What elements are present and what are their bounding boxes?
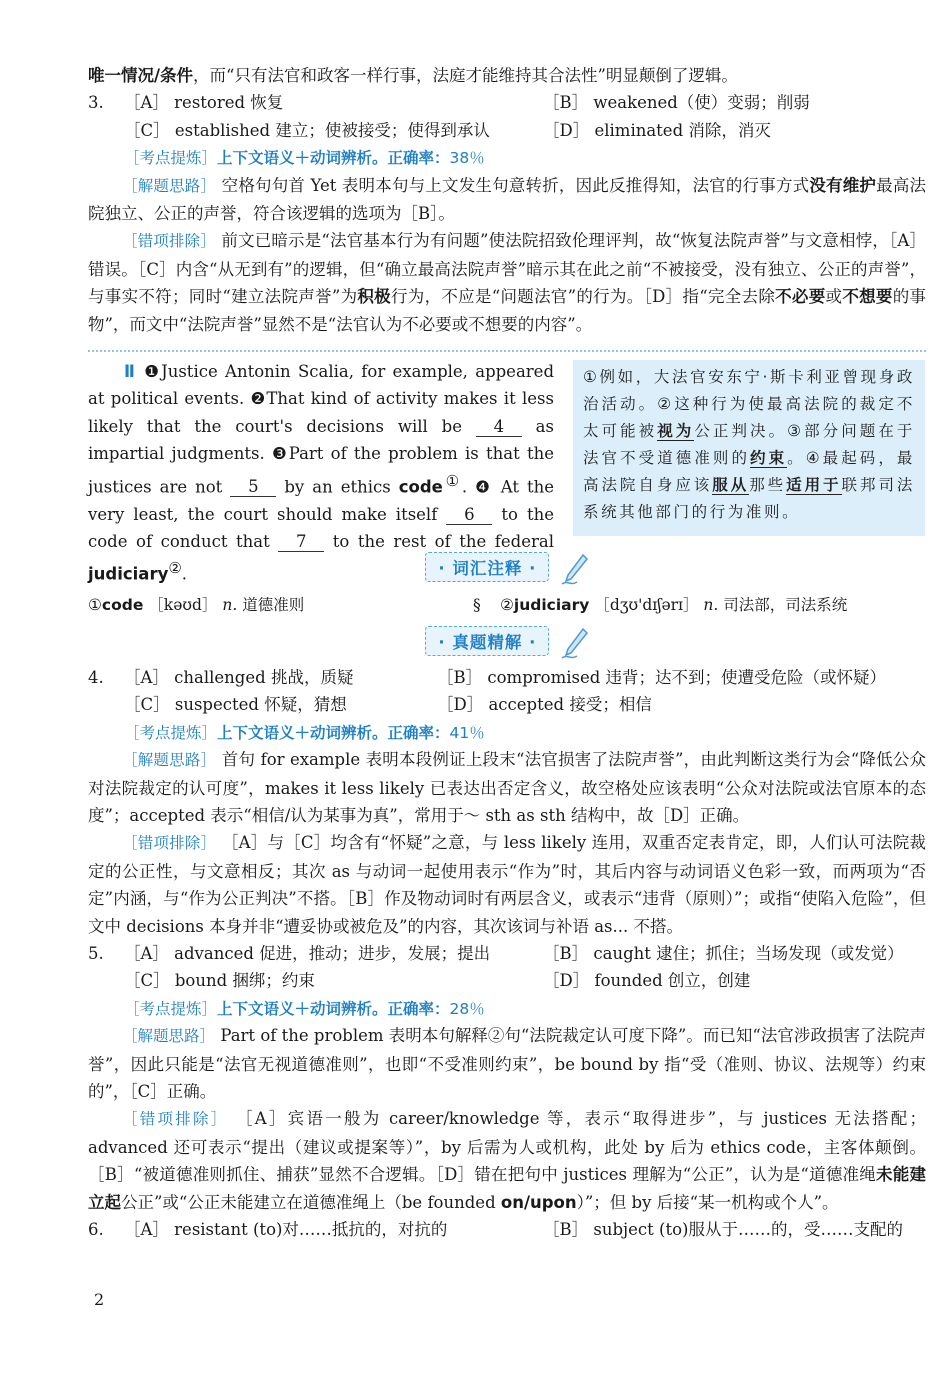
passage-sentence-3: ❸Part of the problem is that the justices are not bbox=[88, 444, 554, 497]
translation-text5: 联邦司法系统其他部门的行为准则。 bbox=[583, 476, 916, 521]
q4-jieti bbox=[88, 746, 926, 829]
top-line-text: ，而“只有法官和政客一样行事，法庭才能维持其合法性”明显颠倒了逻辑。 bbox=[193, 66, 738, 85]
vocab-def: 司法部，司法系统 bbox=[723, 596, 848, 614]
q3-option-a: ［A］ restored 恢复 bbox=[124, 93, 284, 113]
translation-underline2: 约束 bbox=[750, 449, 788, 467]
translation-box bbox=[573, 360, 925, 536]
q4-options-row1 bbox=[88, 664, 926, 691]
vocab-num: ② bbox=[500, 596, 514, 614]
pen-icon bbox=[559, 627, 589, 661]
vocab-num: ① bbox=[88, 596, 102, 614]
passage-sentence-1: ❶Justice Antonin Scalia, for example, appeared at political events. bbox=[88, 362, 555, 409]
q3-option-b: ［B］ weakened（使）变弱；削弱 bbox=[543, 93, 810, 113]
q6-option-b: ［B］ subject (to)服从于……的，受……支配的 bbox=[543, 1220, 903, 1240]
top-line-bold: 唯一情况/条件 bbox=[88, 66, 194, 85]
q5-jieti bbox=[88, 1022, 926, 1105]
q6-options-row1 bbox=[88, 1216, 926, 1243]
passage-sentence-2: ❷That kind of activity makes it less likely that the court's decisions will be bbox=[88, 389, 554, 436]
vocab-section-header bbox=[88, 546, 926, 590]
blank-4: 4 bbox=[476, 418, 522, 437]
q4-cuo-tag: ［错项排除］ bbox=[122, 834, 217, 853]
blank-7: 7 bbox=[278, 533, 324, 552]
q4-jieti-text: 首句 for example 表明本段例证上段末“法官损害了法院声誉”，由此判断这类行为会“降低公众对法院裁定的认可度”，makes it less likely 已表达出否定含义，故空格处应该表明“公众对法院或法官原本的态度”；accepted 表示“相信/认为某事为真”，常用于～ sth as sth 结构中，故［D］正确。 bbox=[88, 750, 926, 825]
translation-text4: 那些 bbox=[749, 476, 787, 494]
q3-options-row1 bbox=[88, 89, 926, 116]
q4-cuoxiang bbox=[88, 829, 926, 940]
top-line bbox=[88, 62, 926, 89]
passage-sentence-2b: as impartial judgments. bbox=[88, 416, 554, 464]
q3-jieti-text: 空格句句首 Yet 表明本句与上文发生句意转折，因此反推得知，法官的行事方式 bbox=[221, 175, 810, 195]
q6-number: 6. bbox=[88, 1220, 104, 1240]
q4-kaodian bbox=[88, 719, 926, 746]
vocab-ipa: ［kəʊd］ bbox=[148, 596, 218, 614]
q4-kaodian-rate: 41％ bbox=[449, 723, 485, 742]
q3-cuo-text3: 或 bbox=[825, 287, 843, 307]
q5-cuo-text3: ）”；但 by 后接“某一机构或个人”。 bbox=[576, 1192, 839, 1212]
q3-options-row2 bbox=[88, 117, 926, 144]
q5-option-a: ［A］ advanced 促进，推动；进步，发展；提出 bbox=[124, 944, 491, 964]
passage-word-judiciary: judiciary bbox=[88, 564, 169, 584]
translation-underline3: 服从 bbox=[712, 476, 750, 494]
passage-sentence-3b: by an ethics bbox=[276, 477, 399, 497]
passage-word-code: code bbox=[398, 477, 443, 497]
blank-6: 6 bbox=[446, 506, 492, 525]
q3-cuo-tag: ［错项排除］ bbox=[122, 232, 216, 251]
q4-number: 4. bbox=[88, 668, 104, 687]
q4-option-a: ［A］ challenged 挑战，质疑 bbox=[124, 668, 354, 687]
translation-text1: ①例如，大法官安东宁·斯卡利亚曾现身政治活动。②这种行为使最高法院的裁定不太可能被 bbox=[583, 368, 915, 440]
q5-option-b: ［B］ caught 逮住；抓住；当场发现（或发觉） bbox=[543, 944, 904, 964]
q3-jieti-bold: 没有维护 bbox=[809, 175, 877, 195]
q3-cuo-bold3: 不想要 bbox=[842, 287, 893, 307]
q4-option-b: ［B］ compromised 违背；达不到；使遭受危险（或怀疑） bbox=[437, 668, 887, 687]
q5-cuoxiang bbox=[88, 1105, 926, 1216]
vocab-def: 道德准则 bbox=[242, 596, 305, 614]
q4-kaodian-text: 上下文语义＋动词辨析。正确率： bbox=[217, 723, 450, 742]
translation-underline1: 视为 bbox=[657, 422, 695, 440]
translation-text3: 。④最起码，最高法院自身应该 bbox=[583, 449, 915, 494]
page-number: 2 bbox=[94, 1290, 105, 1309]
translation-underline4: 适用于 bbox=[786, 476, 842, 494]
q5-cuo-bold2: on/upon bbox=[500, 1192, 577, 1212]
vocab-section-title: · 词汇注释 · bbox=[425, 552, 549, 582]
zhenti-section-title: · 真题精解 · bbox=[425, 626, 549, 656]
passage-sentence-4c: to the rest of the federal bbox=[324, 531, 554, 551]
q4-cuo-text: ［A］与［C］均含有“怀疑”之意，与 less likely 连用，双重否定表肯定，即，人们认可法院裁定的公正性，与文意相反；其次 as 与动词一起使用表示“作为”时，其后内容与动词语义色彩一致，而两项为“否定”内涵，与“作为公正判决”不搭。［B］作及物动词时有两层含义，或表示“违背（原则）”；或指“使陷入危险”，但文中 decisions 本身并非“遭妥协或被危及”的内容，其次该词与补语 as... 不搭。 bbox=[88, 833, 926, 936]
q5-cuo-bold1: 未能建立起 bbox=[88, 1165, 926, 1212]
q3-kaodian-rate: 38％ bbox=[449, 149, 485, 168]
q5-cuo-tag: ［错项排除］ bbox=[122, 1110, 229, 1129]
q3-number: 3. bbox=[88, 93, 104, 113]
q5-option-d: ［D］ founded 创立，创建 bbox=[543, 971, 751, 991]
q5-number: 5. bbox=[88, 944, 104, 964]
q5-jieti-text: Part of the problem 表明本句解释②句“法院裁定认可度下降”。而已知“法官涉政损害了法院声誉”，因此只能是“法官无视道德准则”，也即“不受准则约束”，be bound by 指“受（准则、协议、法规等）约束的”，［C］正确。 bbox=[88, 1026, 926, 1101]
vocab-row bbox=[88, 590, 926, 620]
passage-sentence-4b: to the code of conduct that bbox=[88, 504, 554, 551]
q5-options-row1 bbox=[88, 940, 926, 967]
q4-option-d: ［D］ accepted 接受；相信 bbox=[437, 695, 652, 715]
q5-cuo-text2: 公正”或“公正未能建立在道德准绳上（be founded bbox=[121, 1192, 501, 1212]
vocab-separator: § bbox=[473, 596, 481, 614]
page-content bbox=[88, 62, 926, 1243]
pen-icon bbox=[559, 553, 589, 587]
passage-end: . bbox=[181, 564, 188, 584]
q5-option-c: ［C］ bound 捆绑；约束 bbox=[124, 971, 315, 991]
q3-cuo-bold1: 积极 bbox=[357, 287, 391, 307]
divider-dotted bbox=[88, 350, 926, 352]
q4-jieti-tag: ［解题思路］ bbox=[122, 751, 217, 770]
zhenti-section-header bbox=[88, 620, 926, 664]
vocab-pos: n. bbox=[703, 596, 719, 614]
q3-cuoxiang bbox=[88, 227, 926, 338]
vocab-word: judiciary bbox=[513, 596, 590, 614]
q3-kaodian bbox=[88, 144, 926, 171]
q3-option-d: ［D］ eliminated 消除，消灭 bbox=[543, 120, 771, 140]
q3-jieti bbox=[88, 172, 926, 228]
translation-text2: 公正判决。③部分问题在于法官不受道德准则的 bbox=[583, 422, 915, 467]
footnote-mark-2: ② bbox=[168, 559, 182, 578]
vocab-word: code bbox=[101, 596, 144, 614]
q3-cuo-text1: 前文已暗示是“法官基本行为有问题”使法院招致伦理评判，故“恢复法院声誉”与文意相悖，［A］错误。［C］内含“从无到有”的逻辑，但“确立最高法院声誉”暗示其在此之前“不被接受，没有独立、公正的声誉”，与事实不符；同时“建立法院声誉”为 bbox=[88, 231, 926, 307]
q3-option-c: ［C］ established 建立；使被接受；使得到承认 bbox=[124, 120, 490, 140]
q4-kaodian-tag: ［考点提炼］ bbox=[124, 723, 218, 742]
vocab-pos: n. bbox=[222, 596, 238, 614]
q4-option-c: ［C］ suspected 怀疑，猜想 bbox=[124, 695, 347, 715]
q5-kaodian-rate: 28％ bbox=[449, 999, 485, 1018]
q3-kaodian-text: 上下文语义＋动词辨析。正确率： bbox=[217, 149, 450, 168]
q3-jieti-text2: 最高法院独立、公正的声誉，符合该逻辑的选项为［B］。 bbox=[88, 175, 927, 223]
q5-kaodian-text: 上下文语义＋动词辨析。正确率： bbox=[217, 999, 450, 1018]
section-roman: Ⅱ bbox=[124, 362, 137, 381]
q6-option-a: ［A］ resistant (to)对……抵抗的，对抗的 bbox=[124, 1220, 448, 1240]
q3-cuo-text2: 行为，不应是“问题法官”的行为。［D］指“完全去除 bbox=[390, 287, 776, 307]
q3-kaodian-tag: ［考点提炼］ bbox=[124, 149, 218, 168]
footnote-mark-1: ① bbox=[442, 471, 462, 490]
q5-options-row2 bbox=[88, 967, 926, 994]
q5-kaodian bbox=[88, 995, 926, 1022]
vocab-ipa: ［dʒʊ'dɪʃərɪ］ bbox=[594, 596, 699, 614]
q5-jieti-tag: ［解题思路］ bbox=[122, 1027, 216, 1046]
q5-cuo-text1: ［A］宾语一般为 career/knowledge 等，表示“取得进步”，与 justices 无法搭配；advanced 还可表示“提出（建议或提案等）”，by 后需为人或机构，此处 by 后为 ethics code，主客体颠倒。［B］“被道德准则抓住、捕获”显然不合逻辑。［D］错在把句中 justices 理解为“公正”，认为是“道德准绳 bbox=[88, 1109, 926, 1185]
vocab-item-2 bbox=[500, 590, 847, 620]
q3-cuo-text4: 的事物”，而文中“法院声誉”显然不是“法官认为不必要或不想要的内容”。 bbox=[88, 287, 927, 334]
q4-options-row2 bbox=[88, 691, 926, 718]
q3-cuo-bold2: 不必要 bbox=[775, 287, 826, 307]
blank-5: 5 bbox=[230, 478, 276, 497]
vocab-item-1 bbox=[88, 596, 304, 614]
q5-kaodian-tag: ［考点提炼］ bbox=[124, 999, 218, 1018]
q3-jieti-tag: ［解题思路］ bbox=[122, 176, 217, 195]
passage-period: . bbox=[461, 477, 476, 497]
passage-sentence-4: ❹ At the very least, the court should make itself bbox=[88, 477, 555, 524]
